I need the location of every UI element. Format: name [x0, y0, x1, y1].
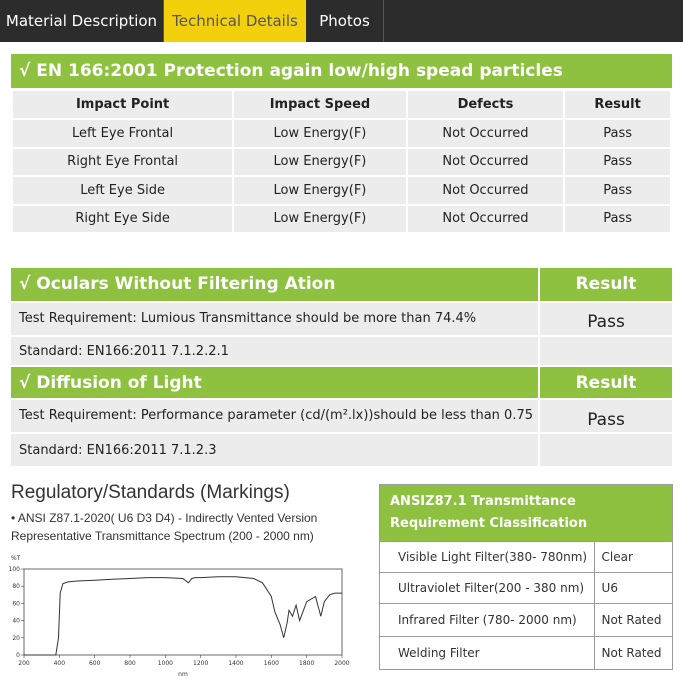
- table-cell: Left Eye Side: [12, 176, 233, 205]
- y-axis-label: %T: [11, 555, 21, 562]
- column-header: Defects: [407, 90, 565, 119]
- table-cell: Not Occurred: [407, 119, 565, 148]
- table-cell: Low Energy(F): [233, 119, 406, 148]
- diffusion-requirement: Test Requirement: Performance parameter (cd/(m².lx))should be less than 0.75: [11, 400, 540, 432]
- table-cell: Low Energy(F): [233, 176, 406, 205]
- x-tick-label: 1800: [299, 660, 315, 667]
- column-header: Impact Point: [12, 90, 233, 119]
- diffusion-requirement-row: [11, 398, 672, 432]
- impact-table: [11, 89, 672, 234]
- x-tick-label: 1200: [193, 660, 209, 667]
- y-tick-label: 60: [12, 600, 20, 608]
- oculars-result-header: Result: [575, 274, 637, 294]
- table-header-row: [12, 90, 671, 119]
- x-axis-label: nm: [178, 671, 188, 678]
- table-row: [12, 205, 671, 234]
- ansi-row-label: Infrared Filter (780- 2000 nm): [380, 604, 595, 636]
- diffusion-header: [11, 365, 672, 398]
- x-tick-label: 1000: [157, 660, 173, 667]
- tab-technical-details[interactable]: Technical Details: [164, 0, 306, 42]
- ansi-row: [380, 636, 672, 669]
- x-tick-label: 600: [88, 660, 101, 667]
- ansi-table-title: [380, 485, 672, 541]
- ansi-row: [380, 572, 672, 603]
- regulatory-line-1: • ANSI Z87.1-2020( U6 D3 D4) - Indirectly Vented Version: [11, 511, 318, 525]
- oculars-requirement: Test Requirement: Lumious Transmittance should be more than 74.4%: [11, 303, 540, 335]
- x-tick-label: 400: [53, 660, 66, 667]
- y-tick-label: 0: [16, 652, 20, 659]
- ansi-row-value: U6: [601, 581, 618, 595]
- regulatory-line-2: Representative Transmittance Spectrum (200 - 2000 nm): [11, 529, 314, 543]
- table-cell: Pass: [564, 205, 671, 234]
- y-tick-label: 80: [12, 583, 20, 591]
- diffusion-result: Pass: [587, 410, 625, 430]
- x-tick-label: 200: [18, 660, 30, 667]
- diffusion-standard-row: [11, 432, 672, 466]
- ansi-row-label: Ultraviolet Filter(200 - 380 nm): [380, 573, 595, 603]
- table-cell: Not Occurred: [407, 148, 565, 177]
- table-cell: Right Eye Frontal: [12, 148, 233, 177]
- oculars-standard-row: [11, 335, 672, 365]
- tab-photos[interactable]: Photos: [306, 0, 384, 42]
- ansi-row: [380, 603, 672, 636]
- oculars-header: [11, 268, 672, 301]
- ansi-row-value: Not Rated: [601, 613, 662, 627]
- table-cell: Pass: [564, 148, 671, 177]
- tab-material-description[interactable]: Material Description: [0, 0, 164, 42]
- oculars-title: √ Oculars Without Filtering Ation: [11, 268, 540, 301]
- table-cell: Not Occurred: [407, 176, 565, 205]
- table-row: [12, 119, 671, 148]
- oculars-standard: Standard: EN166:2011 7.1.2.2.1: [11, 337, 540, 365]
- table-cell: Low Energy(F): [233, 148, 406, 177]
- ansi-classification-table: [379, 484, 673, 670]
- regulatory-title: Regulatory/Standards (Markings): [11, 482, 290, 503]
- x-tick-label: 1400: [228, 660, 244, 667]
- x-tick-label: 1600: [263, 660, 279, 667]
- table-cell: Not Occurred: [407, 205, 565, 234]
- table-cell: Low Energy(F): [233, 205, 406, 234]
- impact-section-title: √ EN 166:2001 Protection again low/high spead particles: [11, 54, 672, 88]
- ansi-title-line-1: ANSIZ87.1 Transmittance: [390, 494, 576, 509]
- transmittance-series-line: [24, 577, 342, 655]
- diffusion-title: √ Diffusion of Light: [11, 367, 540, 398]
- ansi-row-value: Not Rated: [601, 646, 662, 660]
- ansi-row-value: Clear: [601, 550, 633, 564]
- y-tick-label: 20: [12, 634, 20, 642]
- table-row: [12, 148, 671, 177]
- table-cell: Left Eye Frontal: [12, 119, 233, 148]
- y-tick-label: 40: [12, 617, 20, 625]
- oculars-requirement-row: [11, 301, 672, 335]
- diffusion-standard: Standard: EN166:2011 7.1.2.3: [11, 434, 540, 466]
- ansi-title-line-2: Requirement Classification: [390, 516, 588, 531]
- diffusion-result-header: Result: [575, 373, 637, 393]
- oculars-diffusion-block: [11, 268, 672, 466]
- ansi-row-label: Visible Light Filter(380- 780nm): [380, 542, 595, 572]
- column-header: Result: [564, 90, 671, 119]
- column-header: Impact Speed: [233, 90, 406, 119]
- y-tick-label: 100: [8, 566, 20, 573]
- tab-bar: [0, 0, 683, 42]
- ansi-row-label: Welding Filter: [380, 637, 595, 669]
- x-tick-label: 800: [124, 660, 136, 667]
- table-cell: Pass: [564, 176, 671, 205]
- table-cell: Pass: [564, 119, 671, 148]
- table-row: [12, 176, 671, 205]
- oculars-result: Pass: [587, 312, 625, 332]
- table-cell: Right Eye Side: [12, 205, 233, 234]
- transmittance-chart: [8, 553, 353, 685]
- x-tick-label: 2000: [334, 660, 350, 667]
- ansi-row: [380, 541, 672, 572]
